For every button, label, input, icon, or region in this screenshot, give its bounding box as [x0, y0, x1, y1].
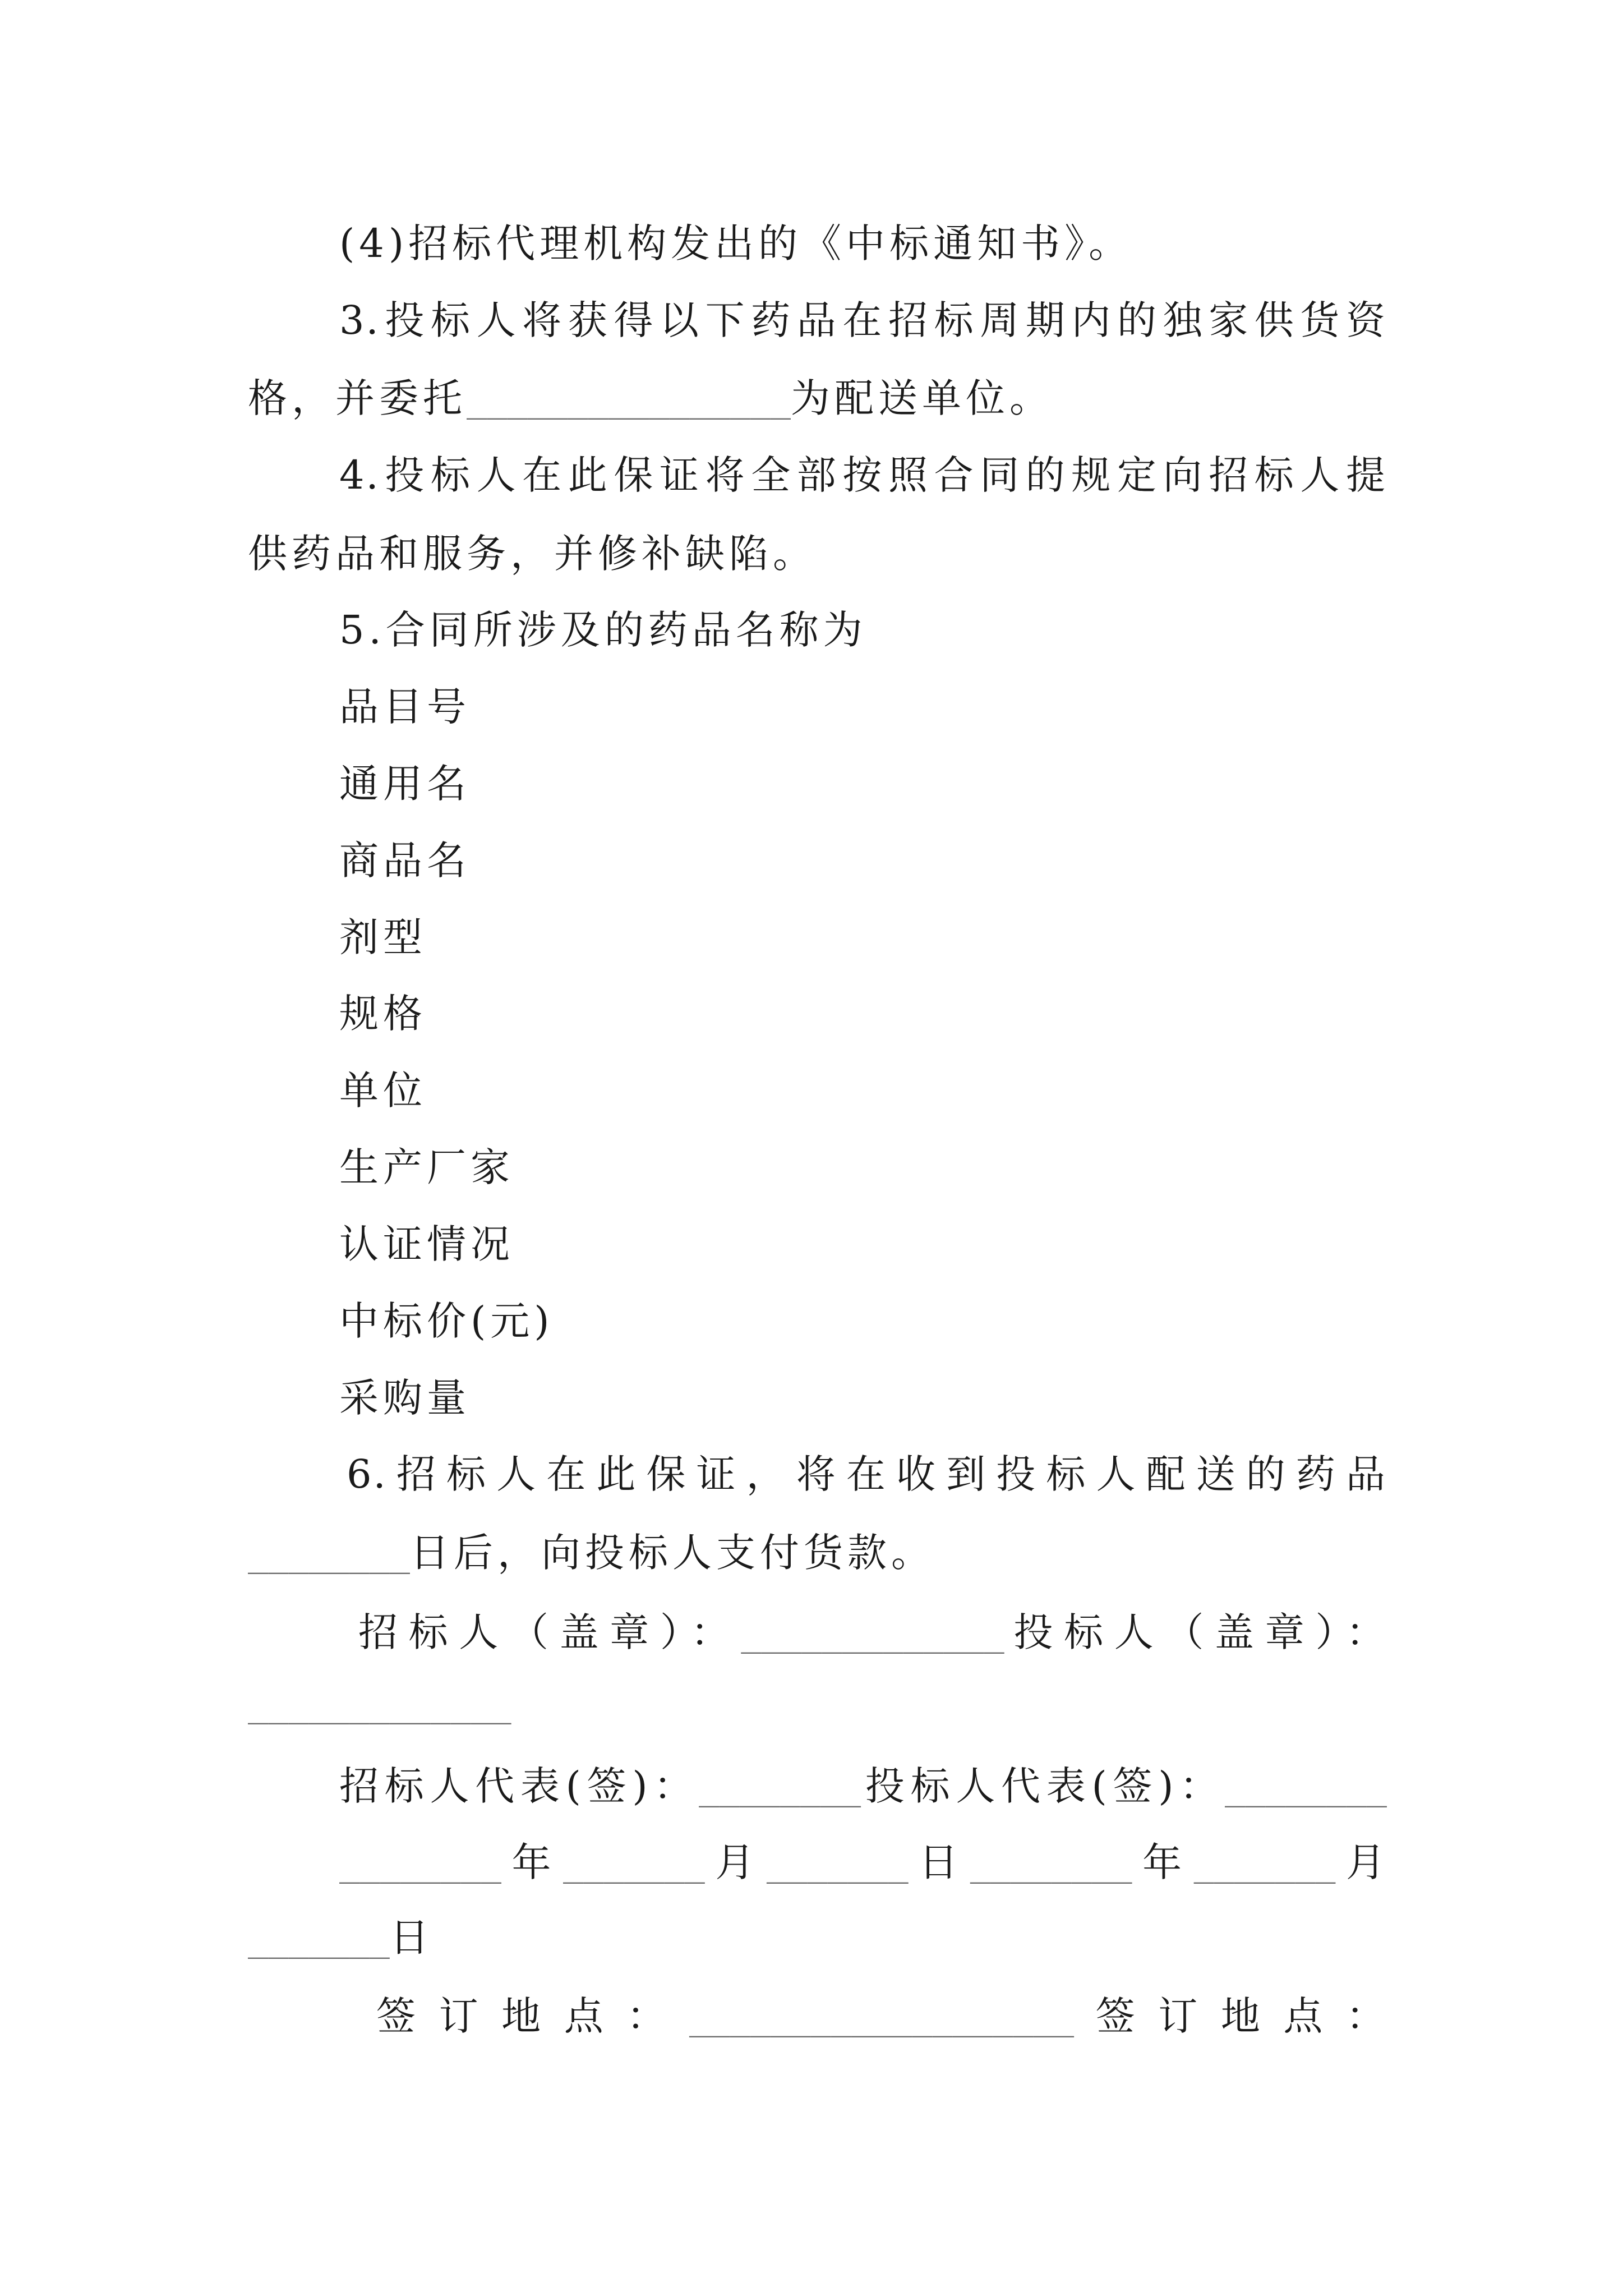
date-row [339, 1834, 1387, 1890]
tenderer-day-blank: _______ [766, 1845, 909, 1884]
clause-6-line-1: 6.招标人在此保证，将在收到投标人配送的药品 [347, 1451, 1387, 1497]
clause-6-line-2 [248, 1525, 935, 1581]
tenderer-signing-place-blank: ___________________ [689, 1999, 1075, 2038]
tenderer-year-blank: ________ [339, 1845, 501, 1884]
bidder-representative-label: 投标人代表(签)： [861, 1763, 1225, 1809]
field-bid-price: 中标价(元) [339, 1298, 554, 1344]
item-4-award-notice: (4)招标代理机构发出的《中标通知书》。 [339, 220, 1133, 266]
field-certification: 认证情况 [339, 1221, 514, 1267]
clause-3-text-before-blank: 格，并委托 [248, 375, 467, 421]
field-item-number: 品目号 [339, 684, 471, 730]
bidder-seal-blank: _____________ [248, 1686, 511, 1725]
tenderer-signing-place-label: 签订地点： [376, 1993, 689, 2039]
tenderer-seal-label: 招标人（盖章）： [358, 1609, 741, 1655]
clause-3-line-1: 3.投标人将获得以下药品在招标周期内的独家供货资 [339, 297, 1387, 343]
field-manufacturer: 生产厂家 [339, 1144, 514, 1190]
representative-row [339, 1758, 1387, 1814]
delivery-unit-blank: ________________ [467, 381, 791, 420]
bidder-seal-row [248, 1675, 511, 1731]
bidder-year-label: 年 [1132, 1839, 1194, 1885]
bidder-seal-label: 投标人（盖章）： [1004, 1609, 1387, 1655]
field-purchase-quantity: 采购量 [339, 1375, 471, 1421]
tenderer-month-label: 月 [704, 1839, 767, 1885]
tenderer-representative-blank: ________ [699, 1769, 861, 1808]
tenderer-month-blank: _______ [562, 1845, 705, 1884]
bidder-representative-blank: ________ [1225, 1769, 1387, 1808]
bidder-signing-place-label: 签订地点： [1074, 1993, 1387, 2039]
field-dosage-form: 剂型 [339, 914, 427, 960]
bidder-day-blank: _______ [248, 1920, 390, 1959]
tenderer-year-label: 年 [501, 1839, 563, 1885]
clause-6-text-after-blank: 日后，向投标人支付货款。 [409, 1530, 935, 1576]
seal-row [358, 1604, 1387, 1660]
bidder-day-row [248, 1910, 434, 1966]
bidder-day-label: 日 [389, 1915, 434, 1961]
field-specification: 规格 [339, 991, 427, 1037]
field-trade-name: 商品名 [339, 838, 471, 884]
payment-days-blank: ________ [248, 1535, 410, 1575]
clause-3-text-after-blank: 为配送单位。 [790, 375, 1053, 421]
clause-4-line-1: 4.投标人在此保证将全部按照合同的规定向招标人提 [339, 452, 1387, 498]
signing-place-row [376, 1988, 1387, 2044]
bidder-year-blank: ________ [970, 1845, 1132, 1884]
field-generic-name: 通用名 [339, 761, 471, 807]
clause-4-line-2: 供药品和服务，并修补缺陷。 [248, 531, 817, 577]
bidder-month-label: 月 [1335, 1839, 1387, 1885]
clause-5-heading: 5.合同所涉及的药品名称为 [339, 607, 867, 653]
tenderer-seal-blank: _____________ [741, 1615, 1004, 1654]
clause-3-line-2 [248, 370, 1053, 426]
tenderer-day-label: 日 [908, 1839, 970, 1885]
bidder-month-blank: _______ [1193, 1845, 1336, 1884]
field-unit: 单位 [339, 1068, 427, 1114]
tenderer-representative-label: 招标人代表(签)： [339, 1763, 699, 1809]
